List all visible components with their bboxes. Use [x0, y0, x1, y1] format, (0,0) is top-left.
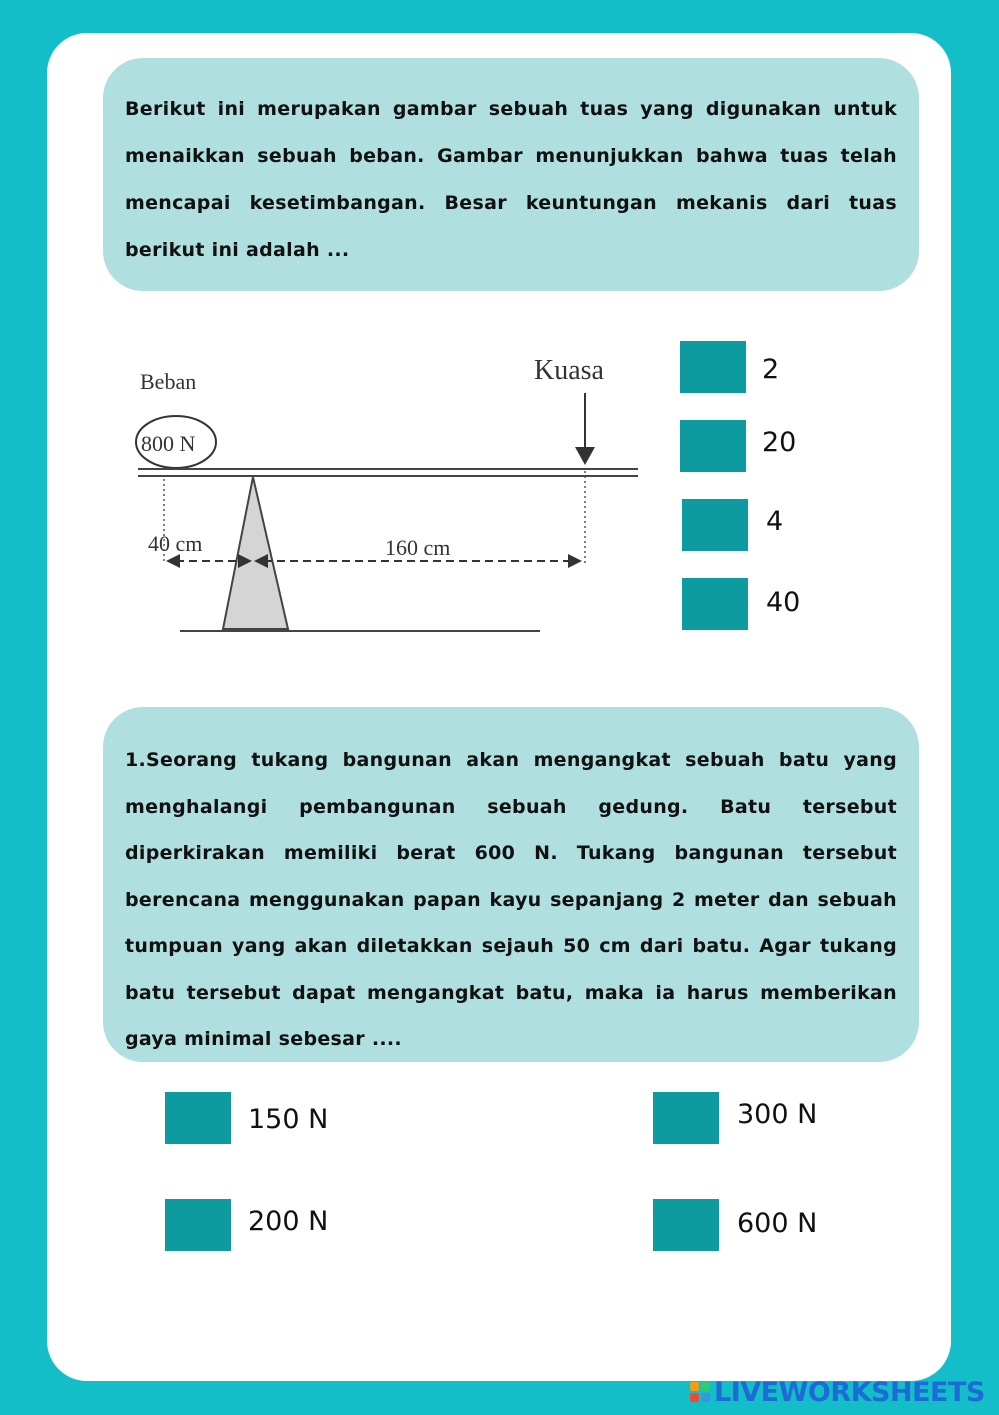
q2-option-3-label: 200 N	[248, 1206, 329, 1237]
effort-label: Kuasa	[534, 355, 604, 386]
q2-option-1-box[interactable]	[165, 1092, 231, 1144]
brand-name: LIVEWORKSHEETS	[714, 1376, 985, 1408]
q1-option-2-label: 20	[762, 427, 797, 458]
q2-option-3-box[interactable]	[165, 1199, 231, 1251]
q2-option-4-label: 600 N	[737, 1208, 818, 1239]
q1-option-3-box[interactable]	[682, 499, 748, 551]
q1-option-4-box[interactable]	[682, 578, 748, 630]
q1-option-4-label: 40	[766, 587, 801, 618]
load-label: Beban	[140, 369, 197, 394]
q2-option-2-box[interactable]	[653, 1092, 719, 1144]
liveworksheets-logo-icon	[690, 1382, 710, 1402]
question-2-box	[103, 707, 919, 1062]
q1-option-3-label: 4	[766, 506, 784, 537]
q2-option-2-label: 300 N	[737, 1099, 818, 1130]
q1-option-1-label: 2	[762, 354, 780, 385]
q1-option-1-box[interactable]	[680, 341, 746, 393]
q2-option-4-box[interactable]	[653, 1199, 719, 1251]
right-distance-label: 160 cm	[385, 535, 451, 560]
question-1-box	[103, 58, 919, 291]
load-value: 800 N	[141, 431, 196, 456]
left-arrowhead	[166, 554, 180, 568]
question-2-text: 1.Seorang tukang bangunan akan mengangkat sebuah batu yang menghalangi pembangunan sebuah gedung. Batu tersebut diperkirakan memiliki berat 600 N. Tukang bangunan tersebut berencana menggunakan papan kayu sepanjang 2 meter dan sebuah tumpuan yang akan diletakkan sejauh 50 cm dari batu. Agar tukang batu tersebut dapat mengangkat batu, maka ia harus memberikan gaya minimal sebesar ....	[125, 749, 897, 1050]
q2-option-1-label: 150 N	[248, 1104, 329, 1135]
question-1-text: Berikut ini merupakan gambar sebuah tuas yang digunakan untuk menaikkan sebuah beban. Gambar menunjukkan bahwa tuas telah mencapai kesetimbangan. Besar keuntungan mekanis dari tuas berikut ini adalah ...	[125, 98, 897, 261]
fulcrum	[223, 477, 288, 629]
q1-option-2-box[interactable]	[680, 420, 746, 472]
lever-diagram	[120, 335, 645, 635]
liveworksheets-brand	[690, 1375, 985, 1409]
left-distance-label: 40 cm	[148, 531, 203, 556]
effort-arrowhead	[575, 447, 595, 465]
right-arrowhead	[568, 554, 582, 568]
